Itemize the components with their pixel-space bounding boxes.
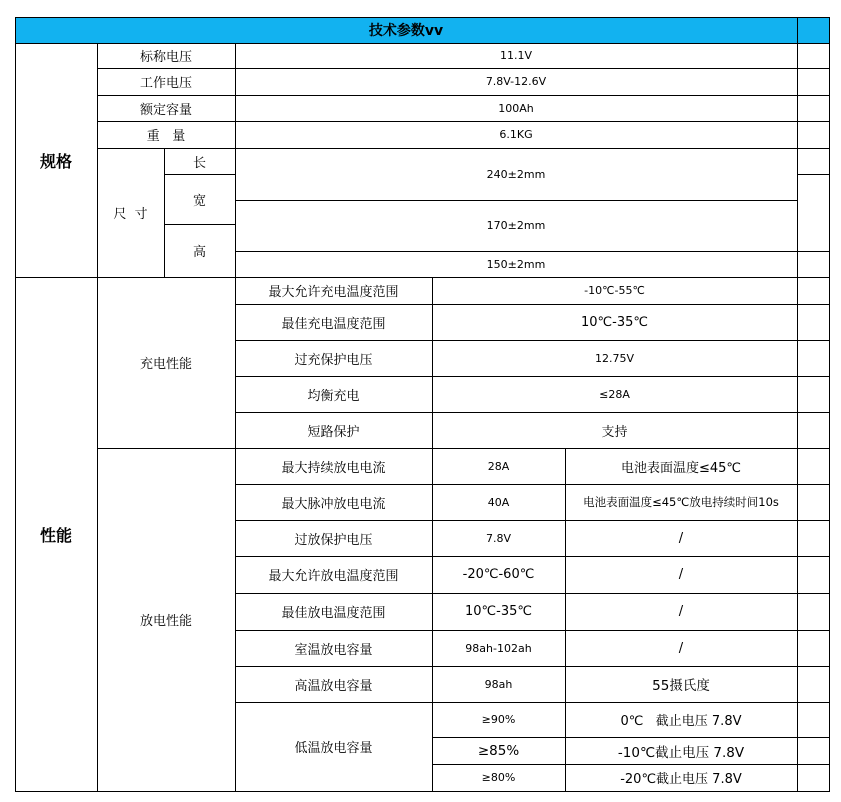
weight-label [97,121,235,148]
charge-row-label: 均衡充电 [235,376,432,412]
discharge-row-note: 55摄氏度 [565,666,797,702]
grid-line [97,121,830,122]
size-label-text: 尺 寸 [113,207,148,222]
height-label: 高 [164,224,235,277]
discharge-row-note: 电池表面温度≤45℃ [565,448,797,484]
low-temp-capacity-label: 低温放电容量 [235,702,432,791]
discharge-row-label: 最佳放电温度范围 [235,593,432,630]
discharge-row-label: 最大允许放电温度范围 [235,556,432,593]
discharge-row-label: 过放保护电压 [235,520,432,556]
low-temp-row-value: ≥90% [432,702,565,737]
discharge-row-value: 10℃-35℃ [432,593,565,630]
grid-line [797,174,830,175]
discharge-row-label: 最大持续放电电流 [235,448,432,484]
grid-line [235,251,830,252]
grid-line [235,556,830,557]
grid-line [432,764,830,765]
low-temp-row-note: 0℃ 截止电压 7.8V [565,702,797,737]
discharge-row-label: 室温放电容量 [235,630,432,666]
length-value: 240±2mm [235,148,797,200]
charge-row-value: 10℃-35℃ [432,304,797,340]
grid-line [235,484,830,485]
grid-line [235,43,236,792]
header-blank-cell [797,17,829,43]
grid-line [15,791,830,792]
low-temp-row-note: -10℃截止电压 7.8V [565,737,797,764]
grid-line [15,17,830,18]
discharge-row-value: 40A [432,484,565,520]
grid-line [97,148,830,149]
height-value: 150±2mm [235,251,797,277]
grid-line [235,666,830,667]
weight-label-text: 重 量 [146,129,186,144]
discharge-row-note: / [565,630,797,666]
charge-row-value: -10℃-55℃ [432,277,797,304]
discharge-row-note: / [565,593,797,630]
working-voltage-label: 工作电压 [97,68,235,95]
rated-capacity-value: 100Ah [235,95,797,121]
grid-line [97,68,830,69]
weight-value: 6.1KG [235,121,797,148]
grid-line [164,224,236,225]
table-title: 技术参数vv [15,17,797,43]
discharge-row-value: 28A [432,448,565,484]
width-label: 宽 [164,174,235,224]
grid-line [15,43,830,44]
grid-line [97,43,98,792]
grid-line [235,304,830,305]
low-temp-row-note: -20℃截止电压 7.8V [565,764,797,791]
nominal-voltage-label: 标称电压 [97,43,235,68]
performance-section-label: 性能 [15,277,97,791]
grid-line [235,593,830,594]
discharge-row-value: 98ah [432,666,565,702]
grid-line [235,340,830,341]
grid-line [235,412,830,413]
grid-line [97,448,830,449]
discharge-row-value: 98ah-102ah [432,630,565,666]
grid-line [797,17,798,792]
charge-performance-label: 充电性能 [97,277,235,448]
charge-row-value: 支持 [432,412,797,448]
discharge-row-label: 最大脉冲放电电流 [235,484,432,520]
grid-line [164,174,236,175]
rated-capacity-label: 额定容量 [97,95,235,121]
discharge-row-note: 电池表面温度≤45℃放电持续时间10s [565,484,797,520]
grid-line [235,520,830,521]
discharge-row-value: -20℃-60℃ [432,556,565,593]
low-temp-row-value: ≥85% [432,737,565,764]
specs-section-label: 规格 [15,43,97,277]
working-voltage-value: 7.8V-12.6V [235,68,797,95]
grid-line [97,95,830,96]
grid-line [15,17,16,792]
charge-row-label: 最佳充电温度范围 [235,304,432,340]
grid-line [235,376,830,377]
nominal-voltage-value: 11.1V [235,43,797,68]
grid-line [565,448,566,792]
grid-line [432,277,433,792]
grid-line [235,200,798,201]
grid-line [235,630,830,631]
grid-line [235,702,830,703]
grid-line [164,148,165,278]
charge-row-value: ≤28A [432,376,797,412]
discharge-row-value: 7.8V [432,520,565,556]
discharge-row-note: / [565,520,797,556]
charge-row-label: 短路保护 [235,412,432,448]
charge-row-label: 最大允许充电温度范围 [235,277,432,304]
width-value: 170±2mm [235,200,797,251]
discharge-row-note: / [565,556,797,593]
grid-line [15,277,830,278]
low-temp-row-value: ≥80% [432,764,565,791]
length-label: 长 [164,148,235,174]
charge-row-label: 过充保护电压 [235,340,432,376]
discharge-row-label: 高温放电容量 [235,666,432,702]
grid-line [432,737,830,738]
discharge-performance-label: 放电性能 [97,448,235,791]
charge-row-value: 12.75V [432,340,797,376]
grid-line [829,17,830,792]
size-label [97,148,164,277]
